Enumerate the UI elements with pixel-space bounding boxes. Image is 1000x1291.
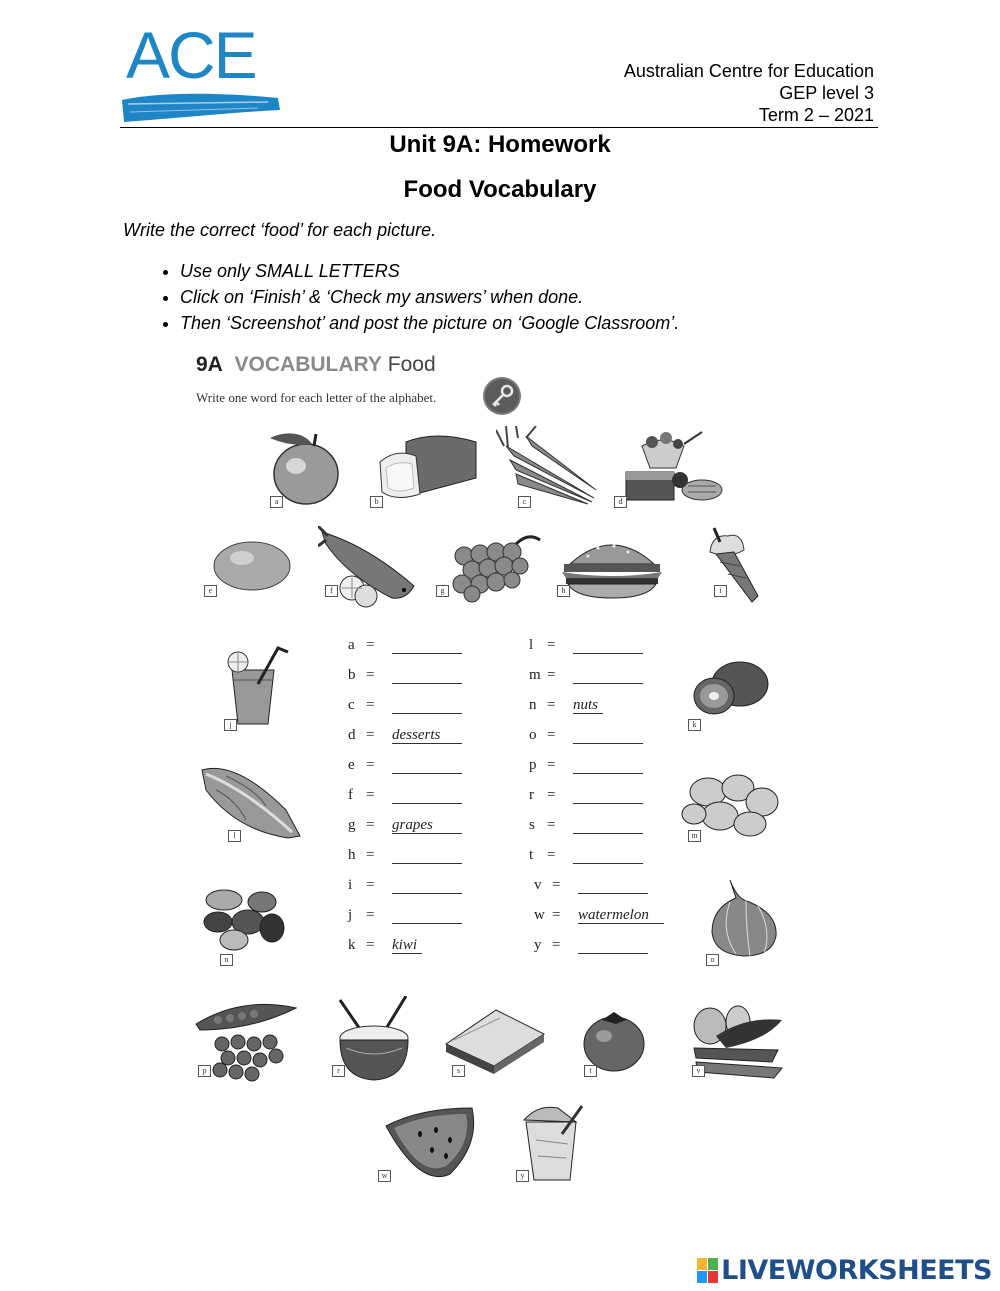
answer-field-i[interactable] [392, 877, 462, 894]
row-letter: n [529, 697, 537, 713]
equals-sign: = [366, 847, 375, 863]
carrots-icon [496, 426, 606, 506]
picture-label: r [332, 1065, 345, 1077]
picture-label: h [557, 585, 570, 597]
equals-sign: = [366, 727, 375, 743]
equals-sign: = [366, 667, 375, 683]
kiwi-icon [688, 654, 776, 728]
equals-sign: = [547, 727, 556, 743]
equals-sign: = [547, 637, 556, 653]
answer-field-c[interactable] [392, 697, 462, 714]
answer-row [348, 697, 462, 717]
row-letter: v [534, 877, 542, 893]
liveworksheets-badge-icon [697, 1258, 719, 1284]
picture-label: a [270, 496, 283, 508]
hamburger-icon [558, 534, 666, 602]
answer-row [534, 937, 648, 957]
equals-sign: = [366, 937, 375, 953]
answer-row [348, 727, 462, 747]
topic-title: Food Vocabulary [403, 176, 597, 203]
row-letter: b [348, 667, 356, 683]
answer-row [529, 637, 643, 657]
worksheet-heading: VOCABULARY [234, 353, 382, 376]
answer-field-l[interactable] [573, 637, 643, 654]
egg-icon [208, 538, 298, 598]
bread-icon [376, 432, 486, 504]
row-letter: g [348, 817, 356, 833]
picture-label: n [220, 954, 233, 966]
key-icon[interactable] [482, 376, 522, 416]
equals-sign: = [547, 667, 556, 683]
picture-label: d [614, 496, 627, 508]
answer-row [529, 697, 603, 717]
worksheet-title [196, 353, 436, 377]
picture-label: e [204, 585, 217, 597]
picture-label: m [688, 830, 701, 842]
picture-label: o [706, 954, 719, 966]
onion-icon [706, 876, 782, 960]
equals-sign: = [366, 907, 375, 923]
answer-row [348, 637, 462, 657]
answer-row [348, 787, 462, 807]
answer-row [529, 667, 643, 687]
grapes-icon [444, 532, 544, 604]
answer-field-h[interactable] [392, 847, 462, 864]
row-letter: i [348, 877, 353, 893]
answer-field-e[interactable] [392, 757, 462, 774]
equals-sign: = [547, 757, 556, 773]
picture-label: g [436, 585, 449, 597]
mushrooms-icon [680, 768, 780, 838]
row-letter: a [348, 637, 355, 653]
picture-label: b [370, 496, 383, 508]
equals-sign: = [366, 787, 375, 803]
desserts-icon [622, 428, 726, 510]
equals-sign: = [552, 937, 561, 953]
ace-logo: ACE [126, 18, 256, 92]
row-letter: k [348, 937, 356, 953]
ice-cream-icon [700, 526, 762, 608]
answer-field-d: desserts [392, 727, 462, 744]
answer-row [348, 907, 462, 927]
row-letter: j [348, 907, 353, 923]
row-letter: y [534, 937, 542, 953]
picture-label: i [714, 585, 727, 597]
org-name: Australian Centre for Education [623, 61, 874, 81]
equals-sign: = [366, 697, 375, 713]
bullet-item: • Click on ‘Finish’ & ‘Check my answers’ when done. [180, 284, 679, 310]
answer-row [348, 667, 462, 687]
picture-label: w [378, 1170, 391, 1182]
answer-field-m[interactable] [573, 667, 643, 684]
header-divider [120, 127, 878, 128]
answer-row [348, 937, 422, 957]
answer-field-b[interactable] [392, 667, 462, 684]
picture-label: l [228, 830, 241, 842]
row-letter: c [348, 697, 355, 713]
ace-logo-swoosh [118, 88, 283, 126]
answer-field-r[interactable] [573, 787, 643, 804]
row-letter: e [348, 757, 355, 773]
equals-sign: = [547, 787, 556, 803]
row-letter: o [529, 727, 537, 743]
picture-label: k [688, 719, 701, 731]
equals-sign: = [552, 907, 561, 923]
answer-row [348, 847, 462, 867]
instruction-bullets [150, 258, 679, 336]
row-letter: p [529, 757, 537, 773]
answer-field-n: nuts [573, 697, 603, 714]
picture-label: f [325, 585, 338, 597]
equals-sign: = [366, 877, 375, 893]
org-level: GEP level 3 [779, 83, 874, 103]
picture-label: p [198, 1065, 211, 1077]
row-letter: r [529, 787, 534, 803]
equals-sign: = [547, 817, 556, 833]
picture-label: c [518, 496, 531, 508]
worksheet-number: 9A [196, 353, 223, 376]
row-letter: d [348, 727, 356, 743]
equals-sign: = [552, 877, 561, 893]
equals-sign: = [366, 757, 375, 773]
answer-field-s[interactable] [573, 817, 643, 834]
answer-field-t[interactable] [573, 847, 643, 864]
equals-sign: = [366, 817, 375, 833]
picture-label: v [692, 1065, 705, 1077]
org-term: Term 2 – 2021 [758, 105, 874, 125]
worksheet-subtitle: Write one word for each letter of the alphabet. [196, 390, 437, 405]
row-letter: l [529, 637, 534, 653]
answer-field-y[interactable] [578, 937, 648, 954]
nuts-icon [200, 886, 292, 954]
liveworksheets-logo[interactable]: LIVEWORKSHEETS [721, 1255, 992, 1286]
picture-label: y [516, 1170, 529, 1182]
row-letter: m [529, 667, 541, 683]
equals-sign: = [547, 847, 556, 863]
row-letter: s [529, 817, 535, 833]
equals-sign: = [547, 697, 556, 713]
picture-label: j [224, 719, 237, 731]
answer-field-k: kiwi [392, 937, 422, 954]
answer-row [348, 757, 462, 777]
watermelon-icon [380, 1104, 480, 1186]
answer-row [348, 817, 462, 837]
answer-row [529, 787, 643, 807]
equals-sign: = [366, 637, 375, 653]
juice-icon [218, 640, 292, 730]
picture-label: t [584, 1065, 597, 1077]
answer-row [529, 847, 643, 867]
answer-row [534, 877, 648, 897]
answer-field-f[interactable] [392, 787, 462, 804]
answer-field-o[interactable] [573, 727, 643, 744]
answer-row [529, 757, 643, 777]
answer-field-w: watermelon [578, 907, 664, 924]
tomato-icon [578, 1004, 650, 1074]
row-letter: h [348, 847, 356, 863]
answer-field-j[interactable] [392, 907, 462, 924]
bullet-item: • Then ‘Screenshot’ and post the picture on ‘Google Classroom’. [180, 310, 679, 336]
unit-title: Unit 9A: Homework [389, 131, 611, 158]
worksheet-topic: Food [387, 353, 436, 376]
answer-field-p[interactable] [573, 757, 643, 774]
lettuce-icon [196, 760, 306, 844]
bullet-item: • Use only SMALL LETTERS [180, 258, 679, 284]
row-letter: f [348, 787, 353, 803]
answer-row [529, 727, 643, 747]
row-letter: w [534, 907, 545, 923]
answer-row [348, 877, 462, 897]
picture-label: s [452, 1065, 465, 1077]
row-letter: t [529, 847, 534, 863]
answer-field-a[interactable] [392, 637, 462, 654]
answer-field-v[interactable] [578, 877, 648, 894]
instruction-text: Write the correct ‘food’ for each picture. [123, 220, 437, 240]
answer-row [529, 817, 643, 837]
answer-row [534, 907, 664, 927]
answer-field-g: grapes [392, 817, 462, 834]
